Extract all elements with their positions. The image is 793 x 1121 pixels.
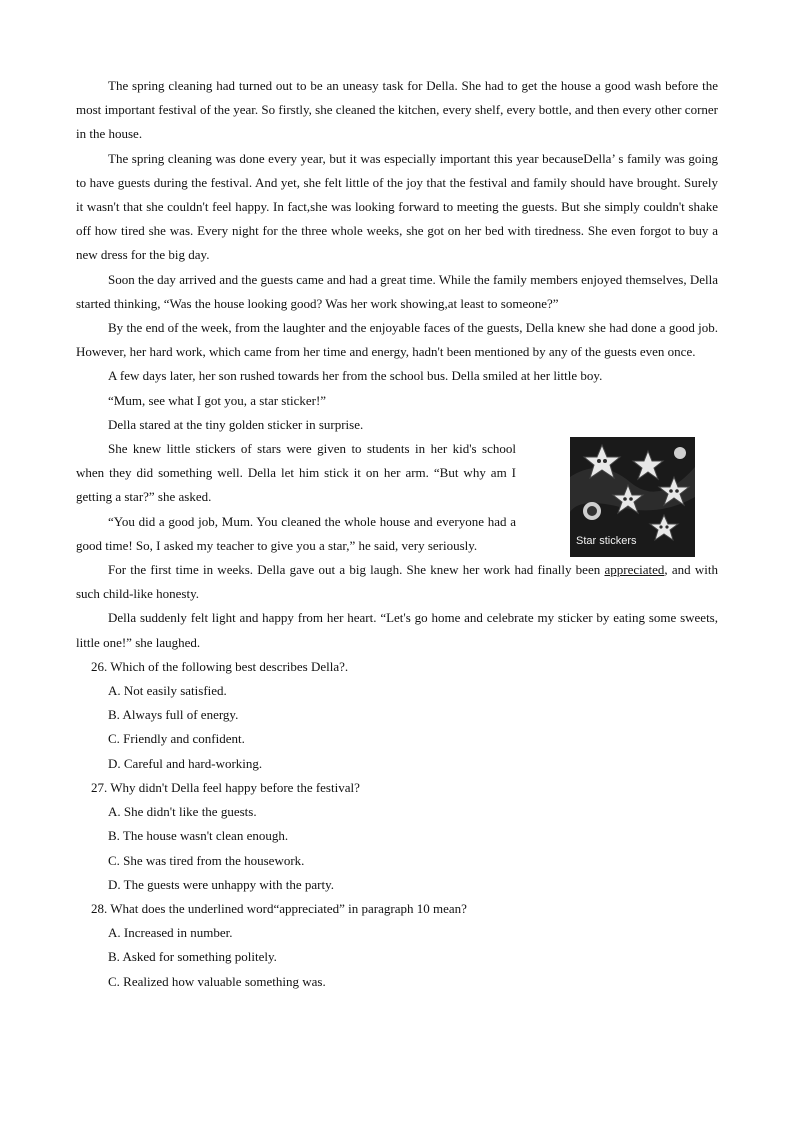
option-27-c: C. She was tired from the housework. [108,852,305,868]
paragraph-2: The spring cleaning was done every year, but it was especially important this year becauseDella’ s family was going to have guests during the festival. And yet, she felt little of the joy that the festival and family should have brought. Surely it wasn't that she couldn't feel happy. In fact,she was looking forward to meeting the guests. But she simply couldn't shake off how tired she was. Every night for the three whole weeks, she got on her bed with tiredness. She even forgot to buy a new dress for the big day. [76,150,718,263]
paragraph-6: “Mum, see what I got you, a star sticker!” [108,392,327,408]
paragraph-3: Soon the day arrived and the guests came and had a great time. While the family members enjoyed themselves, Della started thinking, “Was the house looking good? Was her work showing,at least to someone?” [76,271,718,311]
option-28-b: B. Asked for something politely. [108,949,277,965]
option-28-a: A. Increased in number. [108,925,233,941]
option-28-c: C. Realized how valuable something was. [108,973,326,989]
option-26-d: D. Careful and hard-working. [108,755,263,771]
question-27: 27. Why didn't Della feel happy before the festival? [91,779,360,795]
star-stickers-image [570,437,695,557]
question-26: 26. Which of the following best describes Della?. [91,658,349,674]
paragraph-10 [76,558,718,606]
paragraph-1: The spring cleaning had turned out to be an uneasy task for Della. She had to get the house a good wash before the most important festival of the year. So firstly, she cleaned the kitchen, every shelf, every bottle, and then every other corner in the house. [76,78,718,142]
paragraph-11: Della suddenly felt light and happy from her heart. “Let's go home and celebrate my sticker by eating some sweets, little one!” she laughed. [76,610,718,650]
paragraph-9: “You did a good job, Mum. You cleaned the whole house and everyone had a good time! So, I asked my teacher to give you a star,” he said, very seriously. [76,513,516,553]
p10-before: For the first time in weeks. Della gave out a big laugh. She knew her work had finally been [108,562,605,578]
star-stickers-photo [570,437,695,557]
paragraph-7: Della stared at the tiny golden sticker in surprise. [108,416,364,432]
option-27-a: A. She didn't like the guests. [108,804,257,820]
underlined-word: appreciated [604,562,665,578]
option-26-b: B. Always full of energy. [108,707,239,723]
question-28: 28. What does the underlined word“appreciated” in paragraph 10 mean? [91,900,467,916]
option-26-c: C. Friendly and confident. [108,731,245,747]
image-caption: Star stickers [576,535,637,547]
option-27-d: D. The guests were unhappy with the party. [108,876,335,892]
paragraph-5: A few days later, her son rushed towards her from the school bus. Della smiled at her little boy. [108,368,603,384]
paragraph-8: She knew little stickers of stars were given to students in her kid's school when they did something well. Della let him stick it on her arm. “But why am I getting a star?” she asked. [76,441,516,505]
option-27-b: B. The house wasn't clean enough. [108,828,289,844]
paragraph-4: By the end of the week, from the laughter and the enjoyable faces of the guests, Della knew she had done a good job. However, her hard work, which came from her time and energy, hadn't been mentioned by any of the guests even once. [76,320,718,360]
p10-after: , and with such child-like honesty. [76,562,718,602]
option-26-a: A. Not easily satisfied. [108,683,227,699]
